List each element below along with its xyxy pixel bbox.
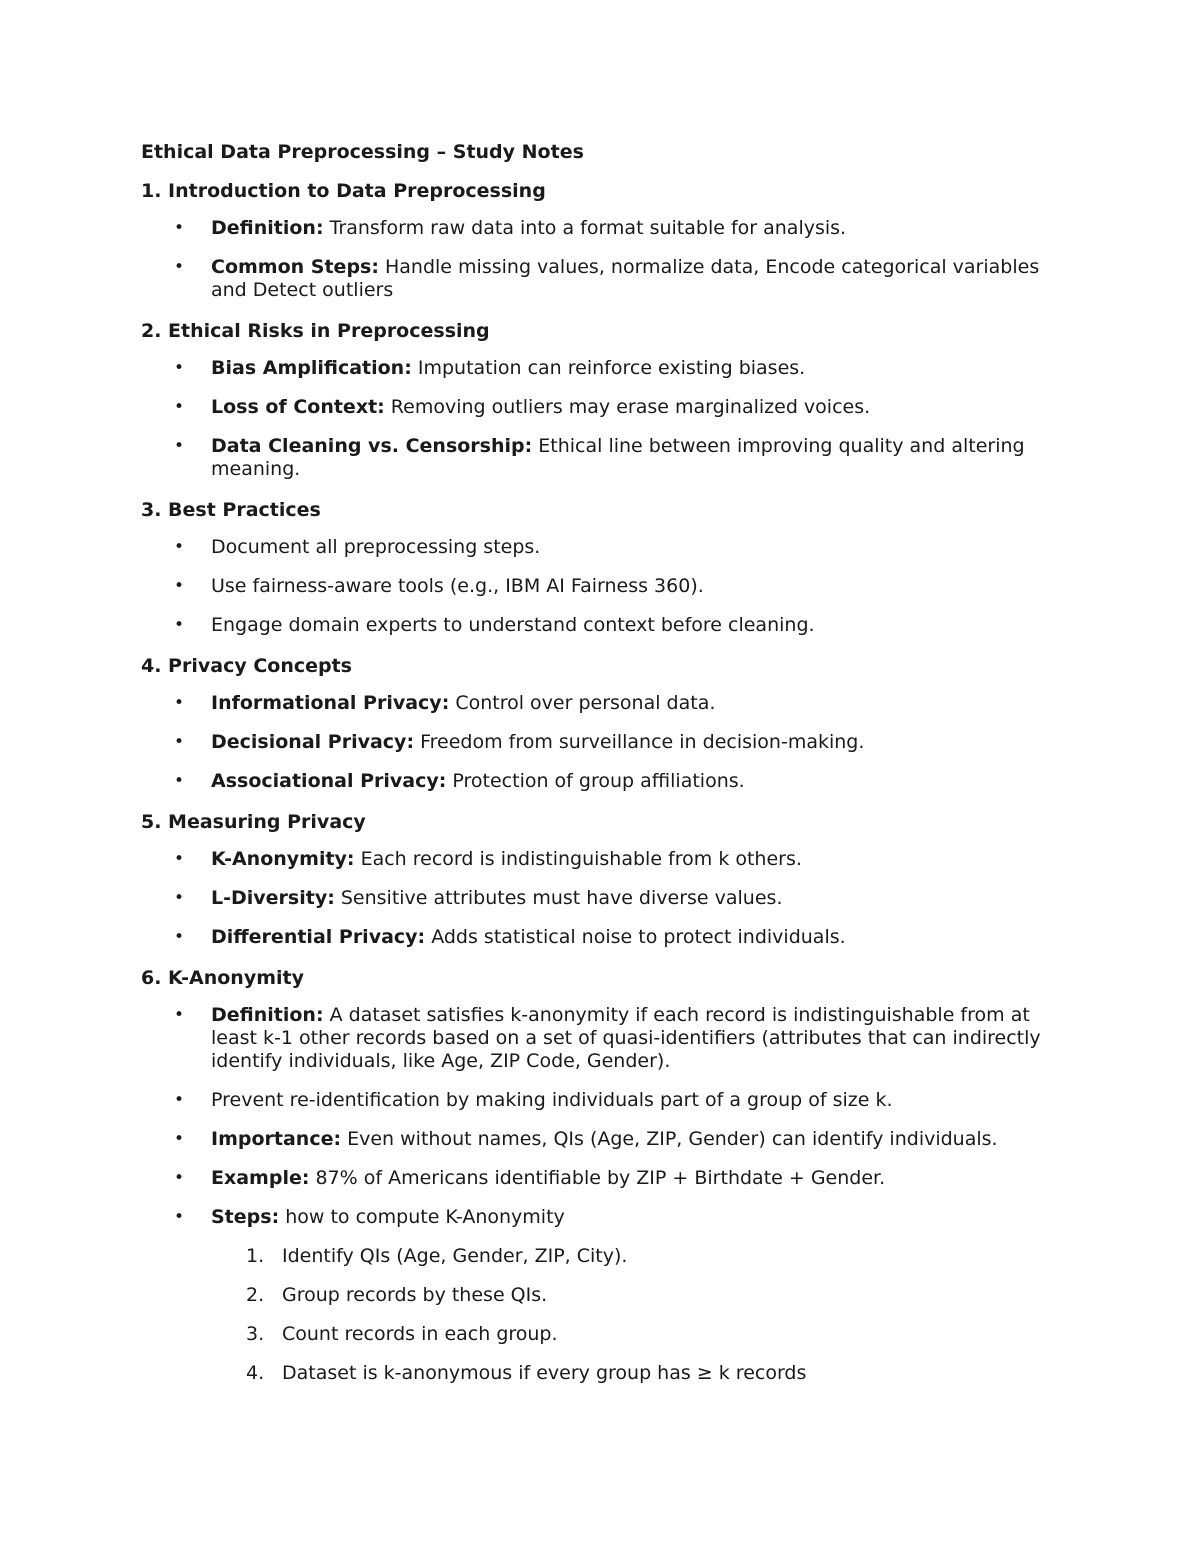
- item-label: K-Anonymity:: [211, 848, 355, 870]
- item-text: Prevent re-identification by making individuals part of a group of size k.: [211, 1089, 893, 1111]
- bullet-icon: •: [174, 927, 185, 947]
- list-item: [141, 848, 1071, 871]
- bullet-icon: •: [174, 397, 185, 417]
- bullet-icon: •: [174, 1090, 185, 1110]
- bullet-icon: •: [174, 693, 185, 713]
- item-text: 87% of Americans identifiable by ZIP + Birthdate + Gender.: [309, 1167, 886, 1189]
- bullet-list: [141, 217, 1071, 302]
- list-item: [141, 614, 1071, 637]
- list-item: [141, 357, 1071, 380]
- item-label: Steps:: [211, 1206, 280, 1228]
- list-item: [141, 926, 1071, 949]
- bullet-icon: •: [174, 358, 185, 378]
- item-label: Definition:: [211, 1004, 324, 1026]
- item-label: Differential Privacy:: [211, 926, 426, 948]
- step-text: Identify QIs (Age, Gender, ZIP, City).: [282, 1245, 628, 1267]
- section-heading: 4. Privacy Concepts: [141, 655, 352, 677]
- item-text: Transform raw data into a format suitable for analysis.: [323, 217, 847, 239]
- section-heading: 3. Best Practices: [141, 499, 321, 521]
- step-number: 1.: [246, 1245, 265, 1267]
- bullet-list: [141, 357, 1071, 481]
- bullet-icon: •: [174, 576, 185, 596]
- item-text: Ethical line between improving quality and altering meaning.: [211, 435, 1025, 480]
- section-heading: 2. Ethical Risks in Preprocessing: [141, 320, 490, 342]
- sections-container: [141, 178, 1071, 1385]
- item-text: Each record is indistinguishable from k others.: [354, 848, 802, 870]
- item-label: Bias Amplification:: [211, 357, 412, 379]
- item-text: Control over personal data.: [449, 692, 716, 714]
- list-item: [141, 536, 1071, 559]
- list-item: [141, 1004, 1071, 1073]
- step-item: [211, 1362, 1071, 1385]
- item-text: Removing outliers may erase marginalized voices.: [384, 396, 871, 418]
- bullet-icon: •: [174, 436, 185, 456]
- step-text: Count records in each group.: [282, 1323, 558, 1345]
- item-label: Data Cleaning vs. Censorship:: [211, 435, 533, 457]
- bullet-icon: •: [174, 218, 185, 238]
- bullet-icon: •: [174, 1168, 185, 1188]
- item-text: Engage domain experts to understand context before cleaning.: [211, 614, 815, 636]
- item-text: Protection of group affiliations.: [446, 770, 745, 792]
- bullet-icon: •: [174, 888, 185, 908]
- step-number: 4.: [246, 1362, 265, 1384]
- step-item: [211, 1245, 1071, 1268]
- list-item: [141, 575, 1071, 598]
- item-label: Decisional Privacy:: [211, 731, 415, 753]
- list-item: [141, 1089, 1071, 1112]
- item-text: Document all preprocessing steps.: [211, 536, 541, 558]
- bullet-icon: •: [174, 771, 185, 791]
- bullet-list: [141, 692, 1071, 793]
- bullet-icon: •: [174, 1005, 185, 1025]
- item-label: Common Steps:: [211, 256, 379, 278]
- item-label: Importance:: [211, 1128, 342, 1150]
- item-label: Informational Privacy:: [211, 692, 450, 714]
- bullet-list: [141, 1004, 1071, 1385]
- item-text: A dataset satisfies k-anonymity if each record is indistinguishable from at least k-1 other records based on a set of quasi-identifiers (attributes that can indirectly identify individuals, like Age, ZIP Code, Gender).: [211, 1004, 1041, 1072]
- item-label: Associational Privacy:: [211, 770, 447, 792]
- item-label: Example:: [211, 1167, 310, 1189]
- bullet-list: [141, 536, 1071, 637]
- bullet-list: [141, 848, 1071, 949]
- numbered-steps-list: [211, 1245, 1071, 1385]
- list-item: [141, 1206, 1071, 1385]
- item-text: how to compute K-Anonymity: [279, 1206, 565, 1228]
- item-label: L-Diversity:: [211, 887, 335, 909]
- step-number: 2.: [246, 1284, 265, 1306]
- step-number: 3.: [246, 1323, 265, 1345]
- list-item: [141, 770, 1071, 793]
- item-text: Handle missing values, normalize data, Encode categorical variables and Detect outliers: [211, 256, 1040, 301]
- bullet-icon: •: [174, 849, 185, 869]
- item-text: Use fairness-aware tools (e.g., IBM AI Fairness 360).: [211, 575, 704, 597]
- document-page: [141, 139, 1071, 1401]
- bullet-icon: •: [174, 257, 185, 277]
- step-text: Group records by these QIs.: [282, 1284, 548, 1306]
- list-item: [141, 887, 1071, 910]
- item-text: Freedom from surveillance in decision-making.: [414, 731, 865, 753]
- document-title: Ethical Data Preprocessing – Study Notes: [141, 141, 584, 163]
- section-heading: 5. Measuring Privacy: [141, 811, 366, 833]
- step-text: Dataset is k-anonymous if every group has ≥ k records: [282, 1362, 807, 1384]
- list-item: [141, 217, 1071, 240]
- list-item: [141, 435, 1071, 481]
- item-text: Imputation can reinforce existing biases.: [411, 357, 806, 379]
- bullet-icon: •: [174, 615, 185, 635]
- item-label: Definition:: [211, 217, 324, 239]
- list-item: [141, 396, 1071, 419]
- bullet-icon: •: [174, 1129, 185, 1149]
- item-text: Sensitive attributes must have diverse values.: [334, 887, 783, 909]
- section-heading: 1. Introduction to Data Preprocessing: [141, 180, 546, 202]
- item-label: Loss of Context:: [211, 396, 385, 418]
- item-text: Adds statistical noise to protect individuals.: [425, 926, 846, 948]
- item-text: Even without names, QIs (Age, ZIP, Gender) can identify individuals.: [341, 1128, 998, 1150]
- list-item: [141, 731, 1071, 754]
- list-item: [141, 1167, 1071, 1190]
- list-item: [141, 692, 1071, 715]
- list-item: [141, 256, 1071, 302]
- list-item: [141, 1128, 1071, 1151]
- step-item: [211, 1323, 1071, 1346]
- section-heading: 6. K-Anonymity: [141, 967, 304, 989]
- bullet-icon: •: [174, 1207, 185, 1227]
- bullet-icon: •: [174, 732, 185, 752]
- step-item: [211, 1284, 1071, 1307]
- bullet-icon: •: [174, 537, 185, 557]
